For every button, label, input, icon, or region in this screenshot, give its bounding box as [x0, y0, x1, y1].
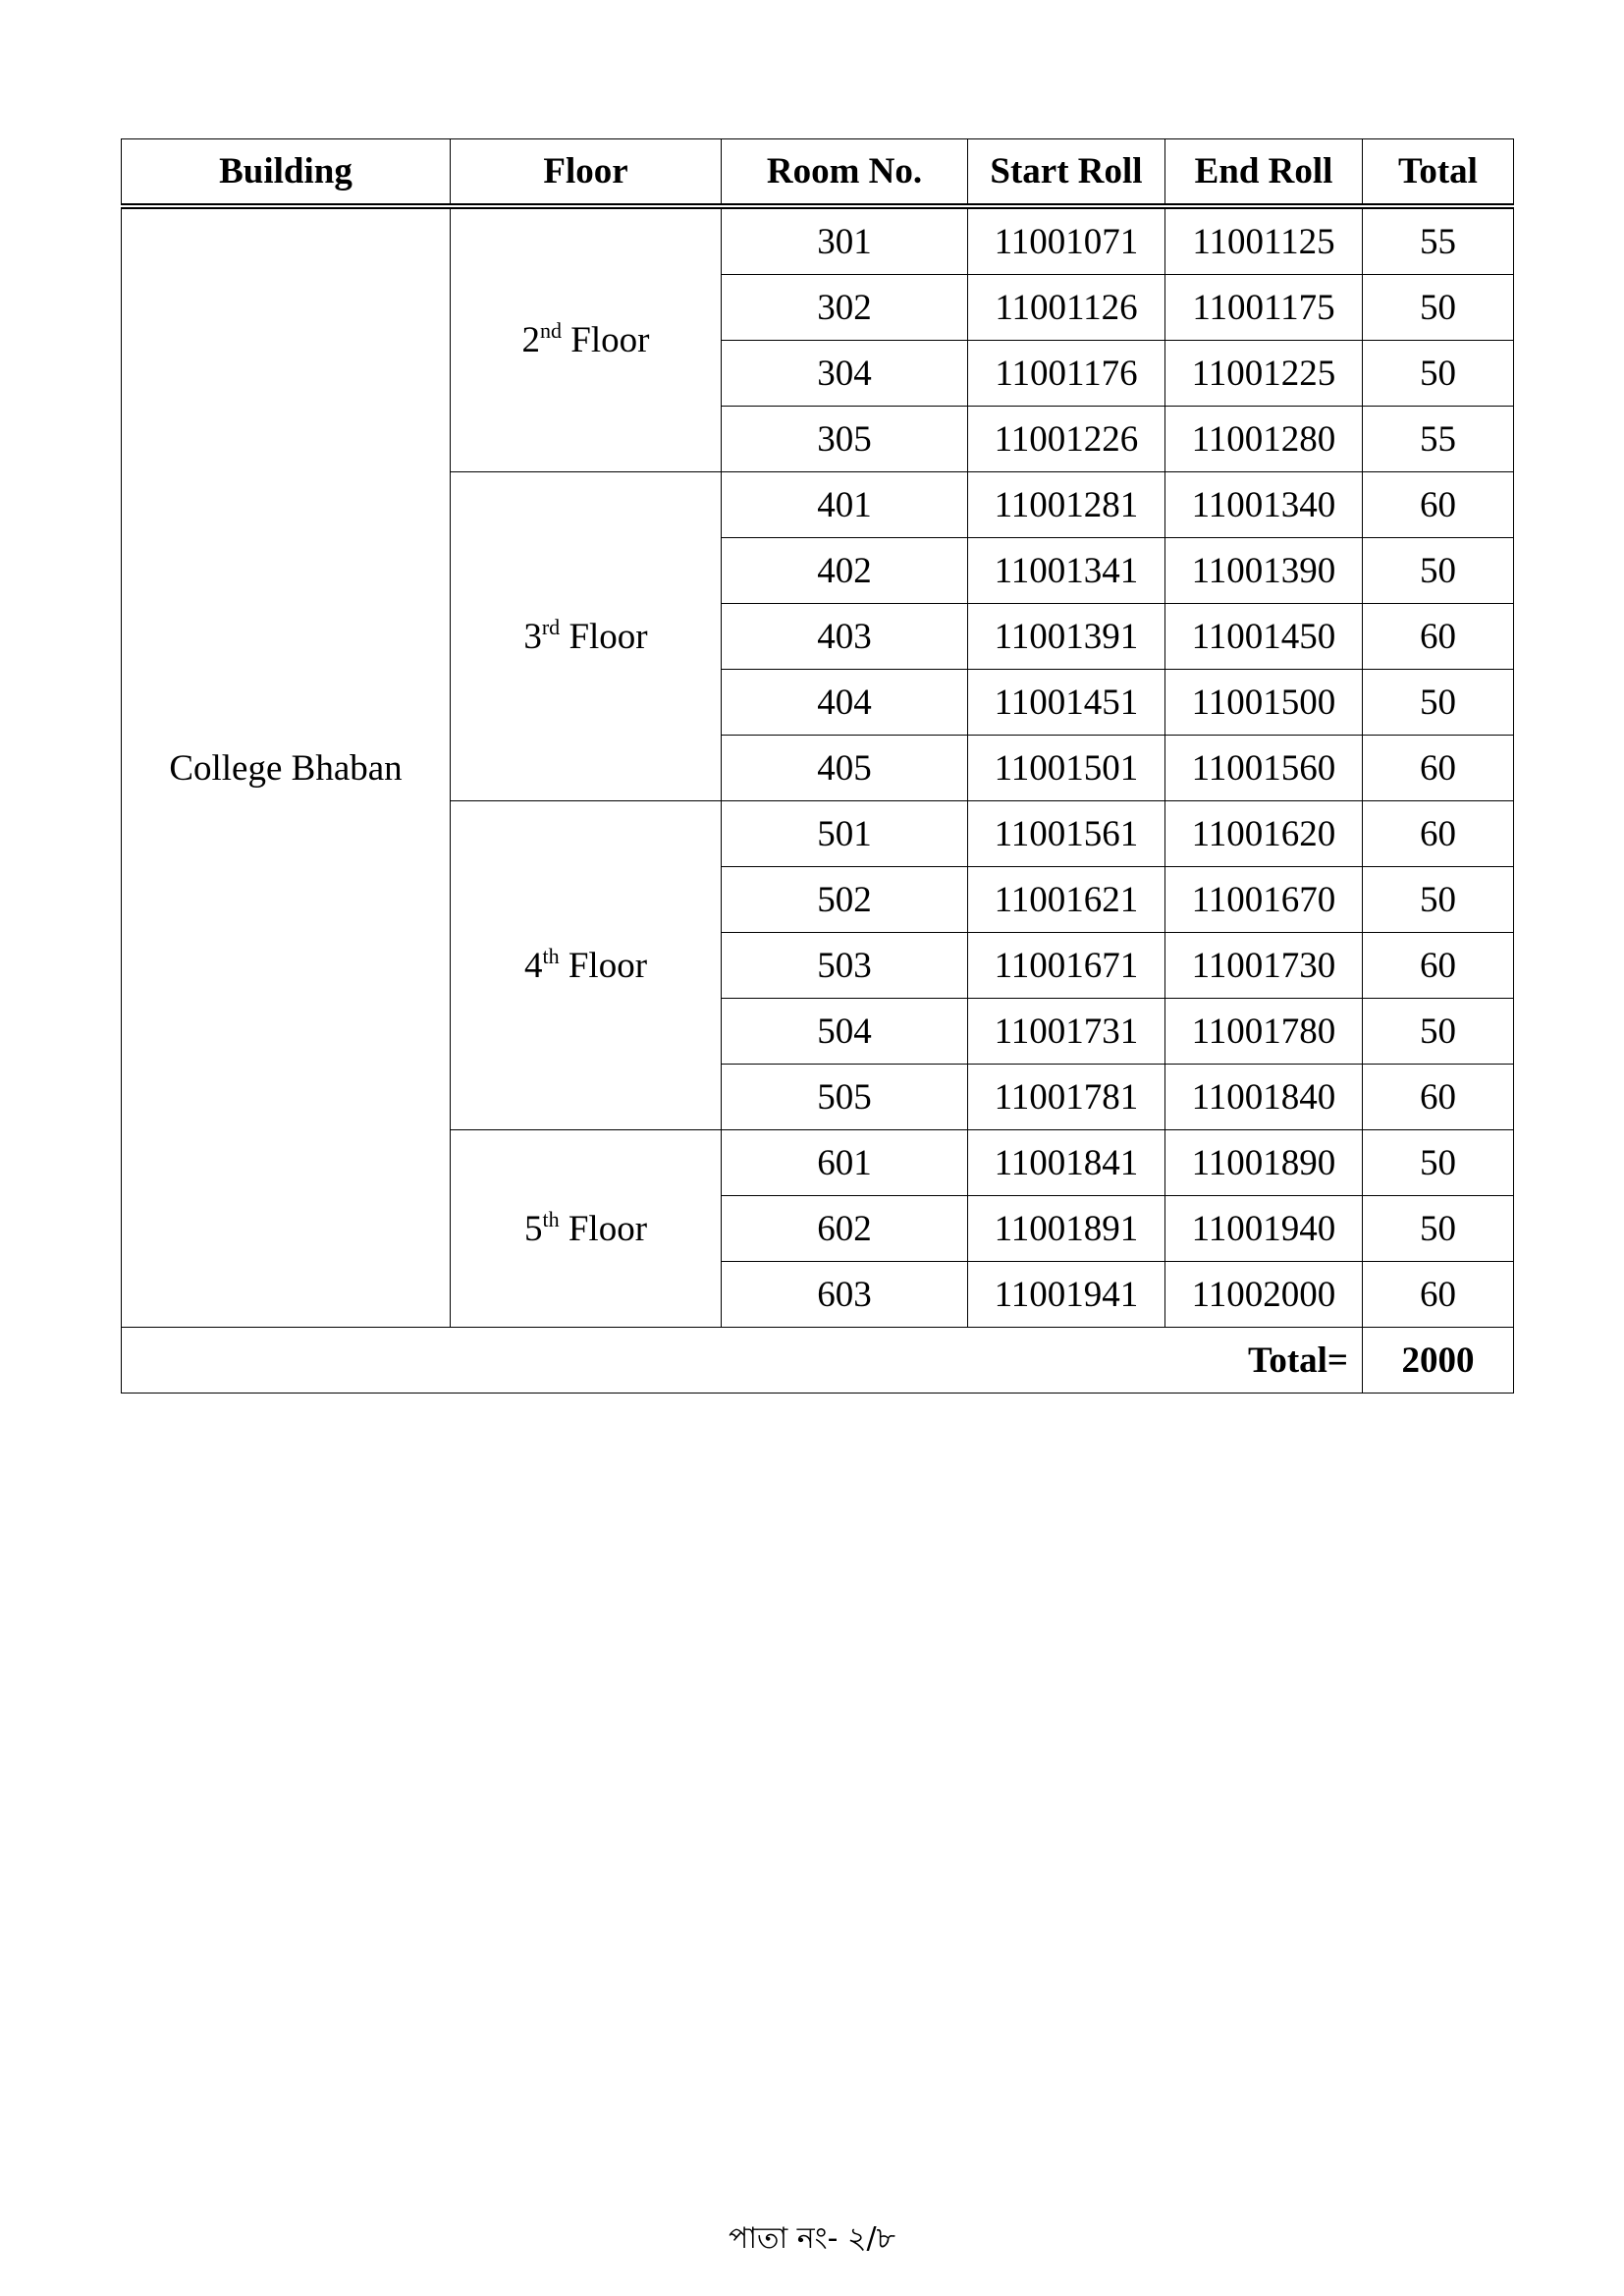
- room-no-cell: 304: [722, 341, 968, 407]
- floor-cell: [451, 472, 722, 801]
- start-roll-cell: 11001126: [968, 275, 1165, 341]
- room-total-cell: 55: [1363, 206, 1514, 275]
- room-no-cell: 404: [722, 670, 968, 736]
- floor-cell: [451, 1130, 722, 1328]
- room-total-cell: 50: [1363, 670, 1514, 736]
- start-roll-cell: 11001176: [968, 341, 1165, 407]
- room-no-cell: 403: [722, 604, 968, 670]
- seat-plan-table: [121, 138, 1514, 1394]
- floor-cell: [451, 801, 722, 1130]
- grand-total-row: [122, 1328, 1514, 1394]
- header-building: Building: [122, 139, 451, 207]
- end-roll-cell: 11001125: [1165, 206, 1363, 275]
- floor-ordinal-suffix: nd: [540, 318, 563, 343]
- header-end-roll: End Roll: [1165, 139, 1363, 207]
- start-roll-cell: 11001671: [968, 933, 1165, 999]
- room-total-cell: 60: [1363, 604, 1514, 670]
- grand-total-value: 2000: [1363, 1328, 1514, 1394]
- start-roll-cell: 11001341: [968, 538, 1165, 604]
- room-total-cell: 50: [1363, 999, 1514, 1065]
- room-total-cell: 50: [1363, 538, 1514, 604]
- start-roll-cell: 11001281: [968, 472, 1165, 538]
- floor-number: 5: [523, 1208, 543, 1249]
- start-roll-cell: 11001621: [968, 867, 1165, 933]
- header-row: [122, 139, 1514, 207]
- end-roll-cell: 11001780: [1165, 999, 1363, 1065]
- room-total-cell: 60: [1363, 472, 1514, 538]
- header-total: Total: [1363, 139, 1514, 207]
- start-roll-cell: 11001891: [968, 1196, 1165, 1262]
- room-no-cell: 405: [722, 736, 968, 801]
- room-total-cell: 60: [1363, 736, 1514, 801]
- start-roll-cell: 11001731: [968, 999, 1165, 1065]
- end-roll-cell: 11001450: [1165, 604, 1363, 670]
- start-roll-cell: 11001226: [968, 407, 1165, 472]
- end-roll-cell: 11002000: [1165, 1262, 1363, 1328]
- end-roll-cell: 11001175: [1165, 275, 1363, 341]
- end-roll-cell: 11001670: [1165, 867, 1363, 933]
- room-total-cell: 50: [1363, 1196, 1514, 1262]
- room-no-cell: 501: [722, 801, 968, 867]
- floor-number: 3: [523, 616, 542, 657]
- end-roll-cell: 11001940: [1165, 1196, 1363, 1262]
- floor-label: Floor: [568, 1208, 648, 1249]
- start-roll-cell: 11001841: [968, 1130, 1165, 1196]
- room-no-cell: 602: [722, 1196, 968, 1262]
- end-roll-cell: 11001840: [1165, 1065, 1363, 1130]
- room-total-cell: 50: [1363, 275, 1514, 341]
- room-no-cell: 305: [722, 407, 968, 472]
- floor-number: 2: [521, 320, 541, 360]
- room-no-cell: 505: [722, 1065, 968, 1130]
- start-roll-cell: 11001501: [968, 736, 1165, 801]
- end-roll-cell: 11001340: [1165, 472, 1363, 538]
- end-roll-cell: 11001560: [1165, 736, 1363, 801]
- room-no-cell: 401: [722, 472, 968, 538]
- end-roll-cell: 11001890: [1165, 1130, 1363, 1196]
- start-roll-cell: 11001781: [968, 1065, 1165, 1130]
- end-roll-cell: 11001620: [1165, 801, 1363, 867]
- room-no-cell: 504: [722, 999, 968, 1065]
- room-no-cell: 402: [722, 538, 968, 604]
- room-total-cell: 60: [1363, 933, 1514, 999]
- floor-label: Floor: [570, 320, 650, 360]
- header-room-no: Room No.: [722, 139, 968, 207]
- room-total-cell: 60: [1363, 801, 1514, 867]
- grand-total-label: Total=: [122, 1328, 1363, 1394]
- floor-label: Floor: [568, 616, 648, 657]
- header-floor: Floor: [451, 139, 722, 207]
- end-roll-cell: 11001280: [1165, 407, 1363, 472]
- page-number: পাতা নং- ২/৮: [728, 2221, 896, 2256]
- room-no-cell: 503: [722, 933, 968, 999]
- start-roll-cell: 11001941: [968, 1262, 1165, 1328]
- room-total-cell: 50: [1363, 1130, 1514, 1196]
- end-roll-cell: 11001500: [1165, 670, 1363, 736]
- room-no-cell: 502: [722, 867, 968, 933]
- room-no-cell: 301: [722, 206, 968, 275]
- start-roll-cell: 11001071: [968, 206, 1165, 275]
- floor-ordinal-suffix: th: [542, 943, 560, 968]
- table-row: [122, 206, 1514, 275]
- floor-cell: [451, 206, 722, 472]
- end-roll-cell: 11001225: [1165, 341, 1363, 407]
- floor-ordinal-suffix: rd: [541, 614, 561, 639]
- header-start-roll: Start Roll: [968, 139, 1165, 207]
- room-total-cell: 55: [1363, 407, 1514, 472]
- table-body: [122, 206, 1514, 1394]
- room-total-cell: 60: [1363, 1262, 1514, 1328]
- building-cell: College Bhaban: [122, 206, 451, 1328]
- start-roll-cell: 11001391: [968, 604, 1165, 670]
- floor-number: 4: [523, 945, 543, 986]
- room-total-cell: 60: [1363, 1065, 1514, 1130]
- start-roll-cell: 11001561: [968, 801, 1165, 867]
- room-no-cell: 601: [722, 1130, 968, 1196]
- start-roll-cell: 11001451: [968, 670, 1165, 736]
- floor-ordinal-suffix: th: [542, 1206, 560, 1231]
- room-total-cell: 50: [1363, 341, 1514, 407]
- end-roll-cell: 11001390: [1165, 538, 1363, 604]
- room-no-cell: 302: [722, 275, 968, 341]
- floor-label: Floor: [568, 945, 648, 986]
- room-total-cell: 50: [1363, 867, 1514, 933]
- room-no-cell: 603: [722, 1262, 968, 1328]
- end-roll-cell: 11001730: [1165, 933, 1363, 999]
